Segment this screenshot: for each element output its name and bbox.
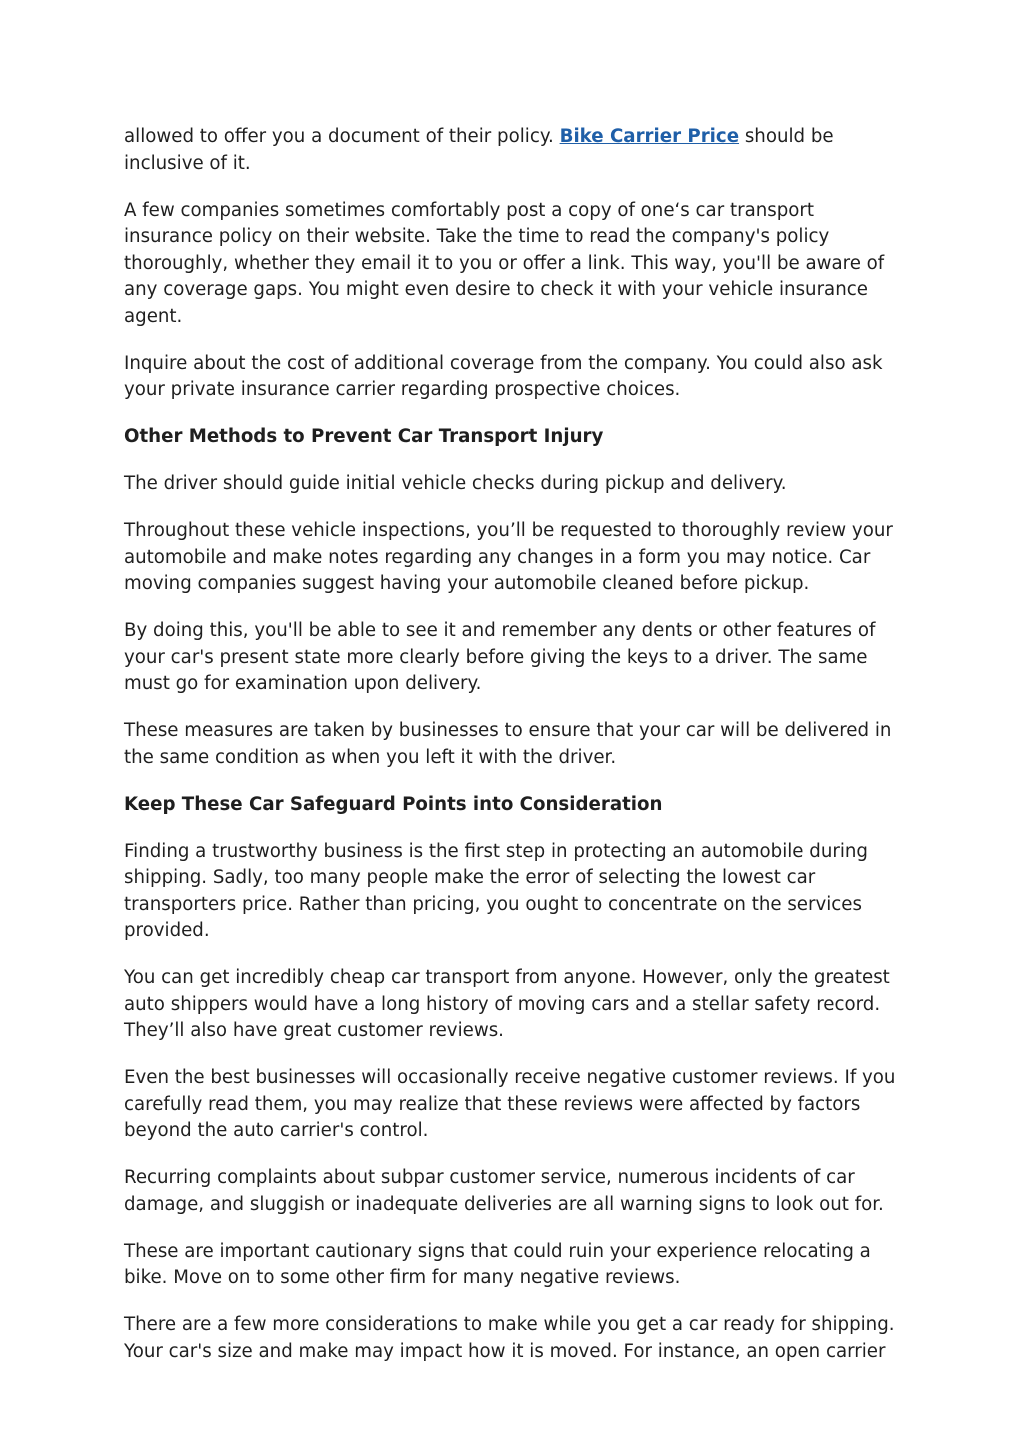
bike-carrier-price-link[interactable]: Bike Carrier Price <box>559 126 740 147</box>
section-heading-prevent-injury: Other Methods to Prevent Car Transport Injury <box>124 426 604 447</box>
document-body <box>124 124 904 1386</box>
paragraph-additional-coverage: Inquire about the cost of additional coverage from the company. You could also ask your private insurance carrier regarding prospective choices. <box>124 352 883 400</box>
paragraph-trustworthy-business: Finding a trustworthy business is the first step in protecting an automobile during shipping. Sadly, too many people make the error of selecting the lowest car transporters price. Rather than pricing, you ought to concentrate on the services provided. <box>124 840 868 941</box>
paragraph-vehicle-checks: The driver should guide initial vehicle checks during pickup and delivery. <box>124 473 787 494</box>
section-heading-safeguard-points: Keep These Car Safeguard Points into Consideration <box>124 793 663 815</box>
paragraph-text: should be inclusive of it. <box>124 126 834 174</box>
paragraph-inspections: Throughout these vehicle inspections, you’ll be requested to thoroughly review your automobile and make notes regarding any changes in a form you may notice. Car moving companies suggest having your automobile cleaned before pickup. <box>124 520 893 594</box>
paragraph-cheap-transport: You can get incredibly cheap car transport from anyone. However, only the greatest auto shippers would have a long history of moving cars and a stellar safety record. They’ll also have great customer reviews. <box>124 967 890 1041</box>
paragraph-insurance-copy: A few companies sometimes comfortably post a copy of one‘s car transport insurance policy on their website. Take the time to read the company's policy thoroughly, whether they email it to you or offer a link. This way, you'll be aware of any coverage gaps. You might even desire to check it with your vehicle insurance agent. <box>124 199 885 327</box>
paragraph-more-considerations: There are a few more considerations to make while you get a car ready for shipping. Your car's size and make may impact how it is moved. For instance, an open carrier <box>124 1314 895 1362</box>
paragraph-policy-document <box>124 124 904 177</box>
paragraph-cautionary-signs: These are important cautionary signs that could ruin your experience relocating a bike. Move on to some other firm for many negative reviews. <box>124 1240 871 1288</box>
paragraph-negative-reviews: Even the best businesses will occasionally receive negative customer reviews. If you carefully read them, you may realize that these reviews were affected by factors beyond the auto carrier's control. <box>124 1067 896 1141</box>
paragraph-measures: These measures are taken by businesses to ensure that your car will be delivered in the same condition as when you left it with the driver. <box>124 720 892 768</box>
paragraph-warning-signs: Recurring complaints about subpar customer service, numerous incidents of car damage, and sluggish or inadequate deliveries are all warning signs to look out for. <box>124 1167 884 1215</box>
paragraph-text: allowed to offer you a document of their policy. <box>124 126 560 147</box>
paragraph-remember-dents: By doing this, you'll be able to see it and remember any dents or other features of your car's present state more clearly before giving the keys to a driver. The same must go for examination upon delivery. <box>124 620 876 694</box>
